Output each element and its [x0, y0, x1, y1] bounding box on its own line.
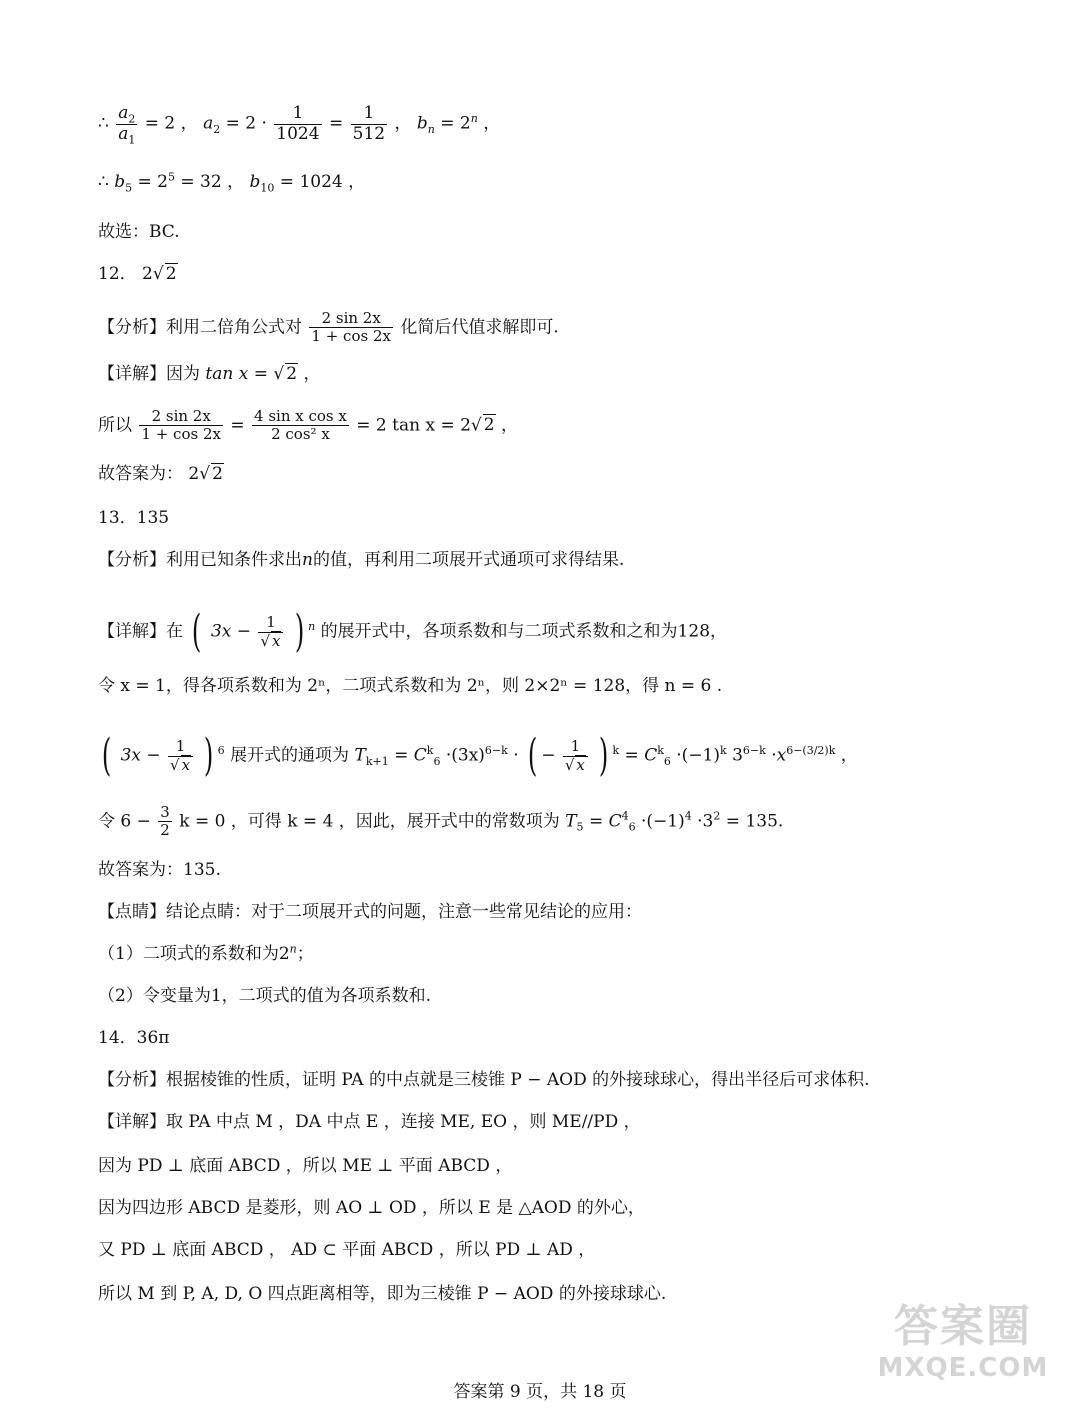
- line-q13-general-term: ( 3x − $\frac{1}{√ x}$ ) $^6$ 展开式的通项为 $T_{k+1} = C^k_6 \cdot(3x)^{6-k}$ · ( − $\frac{1}{√ x}$ ) $^k = C^k_6 \cdot(-1)^k$ $3^{6-k} \cdot x^{6-(3/2)k}$ ，: [101, 730, 858, 781]
- fraction-1-512: $\frac{1}{512}$: [352, 103, 386, 144]
- line-q13-remark: 【点睛】结论点睛：对于二项展开式的问题，注意一些常见结论的应用：: [98, 902, 642, 922]
- line-q14: 14．36π: [98, 1028, 170, 1048]
- line-q12-answer: 故答案为： 2√ 2: [98, 464, 223, 484]
- line-q14-step3: 又 PD ⊥ 底面 ABCD ， AD ⊂ 平面 ABCD ，所以 PD ⊥ AD ，: [98, 1240, 596, 1260]
- line-q12-detail: 【详解】因为 tan x = √ 2 ，: [98, 364, 321, 384]
- page-footer: 答案第 9 页，共 18 页: [453, 1382, 627, 1402]
- fraction-1-1024: $\frac{1}{1024}$: [276, 103, 320, 144]
- fraction-a2-a1: $\frac{a_2}{a_1}$: [118, 103, 136, 146]
- watermark-logo: 答案圈 MXQE.COM: [877, 1301, 1049, 1383]
- line-q14-step1: 因为 PD ⊥ 底面 ABCD ，所以 ME ⊥ 平面 ABCD ，: [98, 1156, 513, 1176]
- line-ratio: ∴ $\frac{a_2}{a_1}$ = 2 ， $a_2 = 2$ · $\frac{1}{1024}$ = $\frac{1}{512}$ ， $b_n = 2^n$ ，: [98, 103, 501, 146]
- line-q13-n: 令 x = 1，得各项系数和为 2ⁿ，二项式系数和为 2ⁿ，则 2×2ⁿ = 128，得 n = 6 .: [98, 676, 723, 696]
- line-q13: 13．135: [98, 508, 170, 528]
- line-q14-step4: 所以 M 到 P, A, D, O 四点距离相等，即为三棱锥 P − AOD 的外接球球心.: [98, 1284, 667, 1304]
- line-answer-11: 故选：BC.: [98, 222, 180, 242]
- line-q14-detail: 【详解】取 PA 中点 M ，DA 中点 E ，连接 ME, EO ，则 ME//PD ，: [98, 1112, 641, 1132]
- line-q13-point2: （2）令变量为1，二项式的值为各项系数和.: [98, 986, 432, 1006]
- line-b5-b10: ∴ $b_5 = 2^5 = 32$ ， $b_{10} = 1024$ ，: [98, 170, 366, 195]
- line-q13-constant: 令 6 − $\frac{3}{2}$ k = 0 ，可得 k = 4 ，因此，展开式中的常数项为 $T_5 = C^4_6 \cdot(-1)^4 \cdot 3^2 = 135$.: [98, 803, 784, 840]
- line-q13-point1: （1）二项式的系数和为2$^n$；: [98, 942, 314, 964]
- fraction-2sin2x: $\frac{2 \sin 2x}{1 + \cos 2x}$: [311, 309, 391, 346]
- line-q14-analysis: 【分析】根据棱锥的性质，证明 PA 的中点就是三棱锥 P − AOD 的外接球球心，得出半径后可求体积.: [98, 1070, 870, 1090]
- line-q13-analysis: 【分析】利用已知条件求出n的值，再利用二项展开式通项可求得结果.: [98, 550, 625, 570]
- line-q12-analysis: 【分析】利用二倍角公式对 $\frac{2 \sin 2x}{1 + \cos 2x}$ 化简后代值求解即可.: [98, 309, 559, 346]
- line-q14-step2: 因为四边形 ABCD 是菱形，则 AO ⊥ OD ，所以 E 是 △AOD 的外心，: [98, 1198, 645, 1218]
- line-q12: 12． 2√ 2: [98, 264, 177, 284]
- line-q12-calc: 所以 $\frac{2 \sin 2x}{1 + \cos 2x}$ = $\frac{\text{4 sin x cos x}}{\text{2 cos² x}}$ = 2 tan x = 2√ 2 ，: [98, 407, 518, 444]
- line-q13-answer: 故答案为：135.: [98, 860, 221, 880]
- line-q13-detail: 【详解】在 ( 3x − $\frac{1}{√ x}$ ) $^n$ 的展开式中，各项系数和与二项式系数和之和为128，: [98, 606, 728, 657]
